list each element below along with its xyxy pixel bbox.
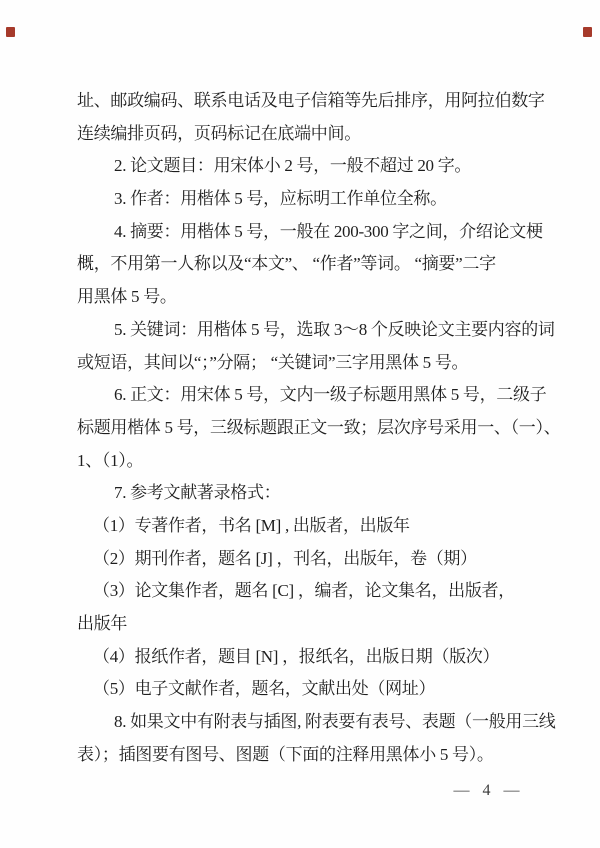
text-line: 址、邮政编码、联系电话及电子信箱等先后排序，用阿拉伯数字 bbox=[77, 91, 545, 110]
document-body bbox=[77, 85, 561, 771]
red-corner-mark-left bbox=[6, 27, 15, 37]
text-line: 标题用楷体 5 号，三级标题跟正文一致；层次序号采用一、（一）、 bbox=[77, 417, 561, 437]
text-line: 4. 摘要：用楷体 5 号，一般在 200-300 字之间，介绍论文梗 bbox=[114, 221, 543, 241]
text-line: 出版年 bbox=[77, 614, 128, 633]
text-line: 概，不用第一人称以及“本文”、 “作者”等词。 “摘要”二字 bbox=[77, 254, 496, 274]
text-line: （3）论文集作者，题名 [C] ，编者，论文集名，出版者， bbox=[93, 581, 515, 601]
text-line: 7. 参考文献著录格式： bbox=[114, 483, 281, 503]
text-line: 6. 正文：用宋体 5 号，文内一级子标题用黑体 5 号，二级子 bbox=[114, 385, 547, 405]
text-line: （1）专著作者，书名 [M] , 出版者，出版年 bbox=[93, 515, 410, 535]
text-line: （2）期刊作者，题名 [J] ，刊名，出版年，卷（期） bbox=[93, 548, 477, 568]
text-line: 8. 如果文中有附表与插图, 附表要有表号、表题（一般用三线 bbox=[114, 712, 556, 732]
text-line: 连续编排页码，页码标记在底端中间。 bbox=[77, 123, 361, 143]
text-line: （5）电子文献作者，题名，文献出处（网址） bbox=[93, 679, 436, 699]
text-line: 1、（1）。 bbox=[77, 450, 144, 470]
text-line: 或短语，其间以“；”分隔； “关键词”三字用黑体 5 号。 bbox=[77, 352, 469, 372]
text-line: 5. 关键词：用楷体 5 号，选取 3～8 个反映论文主要内容的词 bbox=[114, 319, 555, 339]
red-corner-mark-right bbox=[583, 27, 592, 37]
text-line: 2. 论文题目：用宋体小 2 号，一般不超过 20 字。 bbox=[114, 156, 472, 176]
text-line: 表）；插图要有图号、图题（下面的注释用黑体小 5 号）。 bbox=[77, 744, 494, 764]
text-line: 3. 作者：用楷体 5 号，应标明工作单位全称。 bbox=[114, 189, 447, 209]
text-line: （4）报纸作者，题目 [N] ，报纸名，出版日期（版次） bbox=[93, 646, 500, 666]
text-line: 用黑体 5 号。 bbox=[77, 287, 177, 307]
page-number: — 4 — bbox=[453, 782, 521, 799]
